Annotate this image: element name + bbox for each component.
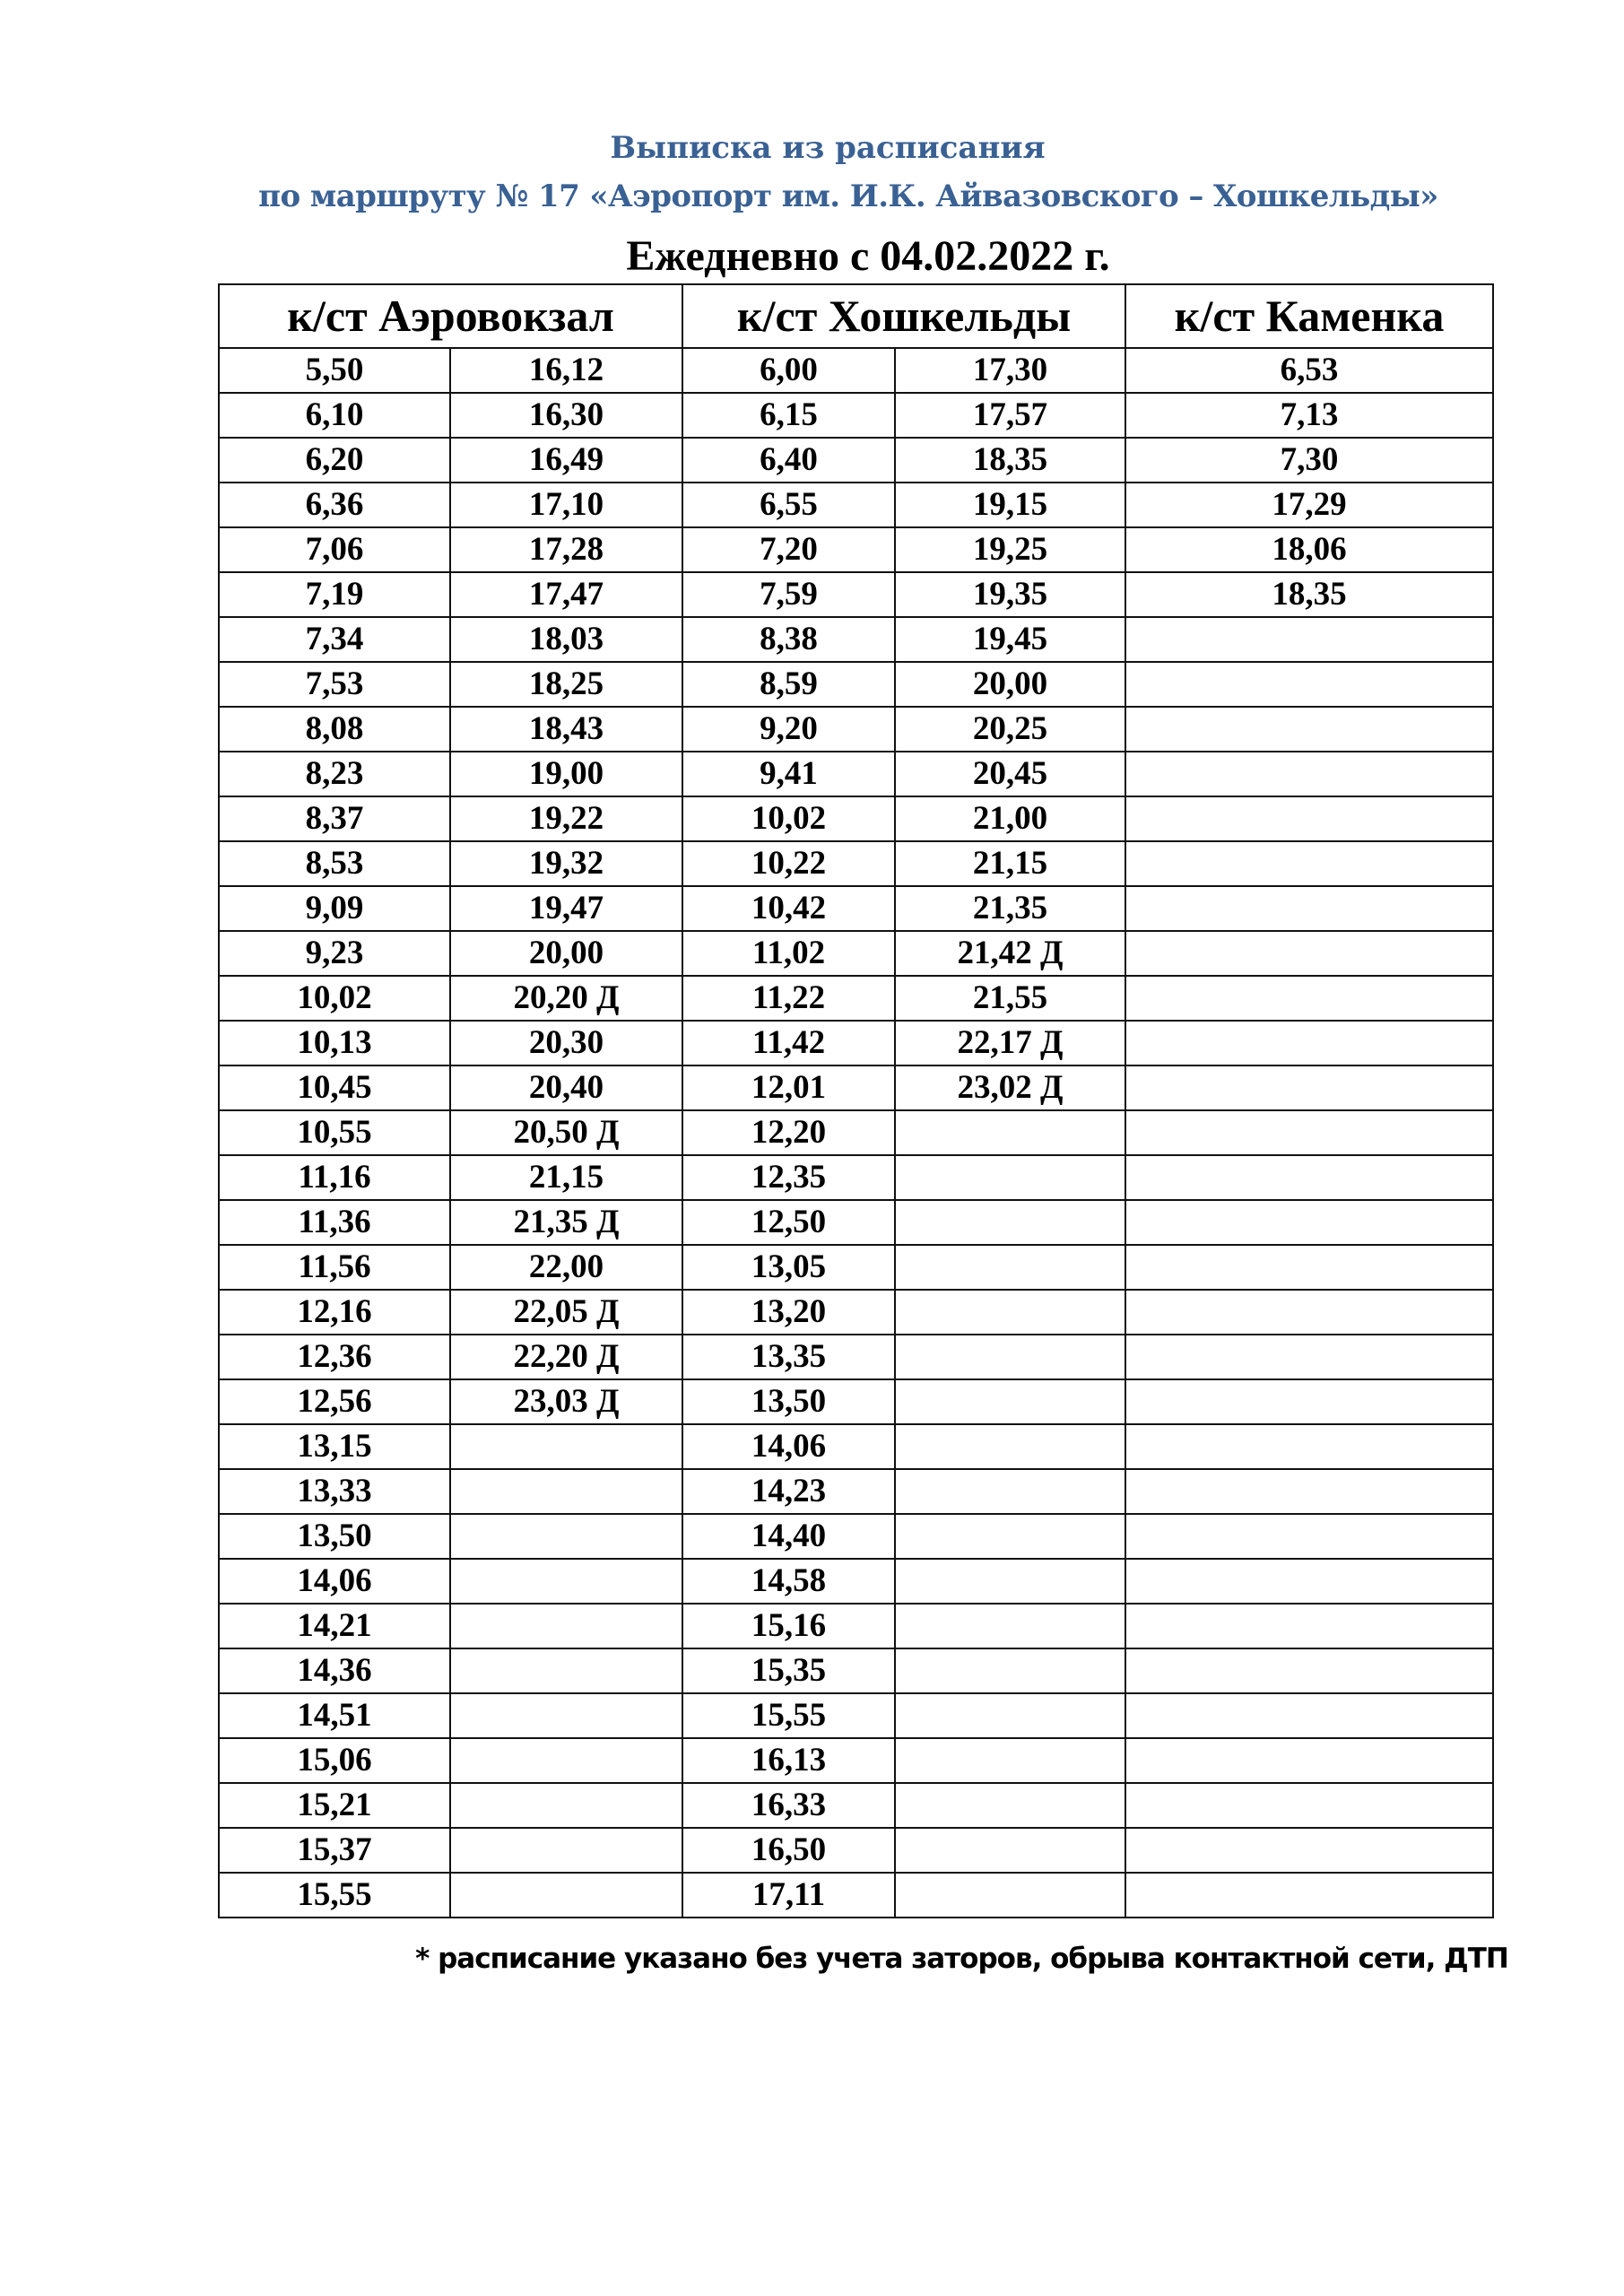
cell-kamenka-time [1125, 1021, 1493, 1065]
table-row [219, 1379, 1493, 1424]
cell-aerovokzal-time-b: 17,28 [450, 527, 682, 572]
cell-khoshkeldy-time-a: 16,13 [682, 1738, 895, 1783]
cell-aerovokzal-time-a: 12,56 [219, 1379, 450, 1424]
cell-aerovokzal-time-a: 9,23 [219, 931, 450, 976]
cell-kamenka-time [1125, 1155, 1493, 1200]
table-row [219, 1873, 1493, 1918]
cell-kamenka-time [1125, 1245, 1493, 1290]
schedule-effective-date: Ежедневно с 04.02.2022 г. [626, 232, 1110, 280]
cell-khoshkeldy-time-a: 15,16 [682, 1604, 895, 1648]
cell-kamenka-time: 7,30 [1125, 438, 1493, 483]
cell-aerovokzal-time-b: 19,32 [450, 841, 682, 886]
cell-aerovokzal-time-a: 11,56 [219, 1245, 450, 1290]
cell-aerovokzal-time-a: 15,06 [219, 1738, 450, 1783]
cell-khoshkeldy-time-b: 18,35 [895, 438, 1125, 483]
cell-khoshkeldy-time-b [895, 1155, 1125, 1200]
cell-kamenka-time [1125, 1738, 1493, 1783]
cell-khoshkeldy-time-b [895, 1604, 1125, 1648]
table-row [219, 1604, 1493, 1648]
cell-kamenka-time [1125, 886, 1493, 931]
cell-khoshkeldy-time-b: 22,17 Д [895, 1021, 1125, 1065]
cell-khoshkeldy-time-b: 20,00 [895, 662, 1125, 707]
cell-aerovokzal-time-b: 18,25 [450, 662, 682, 707]
cell-khoshkeldy-time-b: 20,25 [895, 707, 1125, 752]
cell-aerovokzal-time-b: 19,47 [450, 886, 682, 931]
cell-kamenka-time [1125, 707, 1493, 752]
schedule-table [218, 283, 1494, 1918]
cell-aerovokzal-time-b: 19,22 [450, 796, 682, 841]
cell-aerovokzal-time-b: 20,00 [450, 931, 682, 976]
cell-khoshkeldy-time-a: 14,23 [682, 1469, 895, 1514]
cell-aerovokzal-time-a: 10,45 [219, 1065, 450, 1110]
table-row [219, 1828, 1493, 1873]
cell-aerovokzal-time-b: 20,50 Д [450, 1110, 682, 1155]
cell-khoshkeldy-time-b [895, 1828, 1125, 1873]
cell-kamenka-time [1125, 1110, 1493, 1155]
cell-aerovokzal-time-b: 20,40 [450, 1065, 682, 1110]
cell-kamenka-time [1125, 1379, 1493, 1424]
cell-khoshkeldy-time-b [895, 1424, 1125, 1469]
cell-aerovokzal-time-b: 21,35 Д [450, 1200, 682, 1245]
table-row [219, 348, 1493, 393]
cell-aerovokzal-time-a: 8,08 [219, 707, 450, 752]
table-row [219, 1021, 1493, 1065]
cell-aerovokzal-time-a: 13,33 [219, 1469, 450, 1514]
cell-kamenka-time [1125, 1065, 1493, 1110]
cell-aerovokzal-time-b [450, 1783, 682, 1828]
cell-aerovokzal-time-a: 9,09 [219, 886, 450, 931]
cell-aerovokzal-time-a: 8,37 [219, 796, 450, 841]
cell-aerovokzal-time-a: 8,23 [219, 752, 450, 796]
cell-khoshkeldy-time-a: 14,06 [682, 1424, 895, 1469]
cell-aerovokzal-time-a: 13,50 [219, 1514, 450, 1559]
table-row [219, 1514, 1493, 1559]
cell-aerovokzal-time-a: 15,21 [219, 1783, 450, 1828]
cell-aerovokzal-time-a: 10,55 [219, 1110, 450, 1155]
cell-khoshkeldy-time-b: 21,35 [895, 886, 1125, 931]
cell-khoshkeldy-time-a: 13,35 [682, 1335, 895, 1379]
cell-khoshkeldy-time-a: 7,59 [682, 572, 895, 617]
cell-khoshkeldy-time-a: 9,20 [682, 707, 895, 752]
footnote-text: * расписание указано без учета заторов, обрыва контактной сети, ДТП [415, 1943, 1508, 1975]
table-row [219, 1469, 1493, 1514]
cell-aerovokzal-time-a: 14,06 [219, 1559, 450, 1604]
cell-khoshkeldy-time-a: 10,42 [682, 886, 895, 931]
cell-kamenka-time [1125, 1424, 1493, 1469]
cell-aerovokzal-time-b [450, 1693, 682, 1738]
cell-aerovokzal-time-a: 13,15 [219, 1424, 450, 1469]
cell-kamenka-time [1125, 1873, 1493, 1918]
cell-kamenka-time [1125, 1200, 1493, 1245]
table-row [219, 976, 1493, 1021]
cell-khoshkeldy-time-a: 15,35 [682, 1648, 895, 1693]
document-title: Выписка из расписания [610, 130, 1046, 166]
table-row [219, 393, 1493, 438]
cell-khoshkeldy-time-a: 11,22 [682, 976, 895, 1021]
table-row [219, 707, 1493, 752]
cell-khoshkeldy-time-a: 10,22 [682, 841, 895, 886]
cell-aerovokzal-time-a: 11,36 [219, 1200, 450, 1245]
cell-aerovokzal-time-b: 21,15 [450, 1155, 682, 1200]
cell-aerovokzal-time-b: 16,49 [450, 438, 682, 483]
cell-aerovokzal-time-a: 7,19 [219, 572, 450, 617]
table-row [219, 483, 1493, 527]
cell-khoshkeldy-time-b: 19,35 [895, 572, 1125, 617]
table-row [219, 1738, 1493, 1783]
cell-khoshkeldy-time-a: 14,58 [682, 1559, 895, 1604]
cell-kamenka-time: 6,53 [1125, 348, 1493, 393]
cell-kamenka-time: 18,35 [1125, 572, 1493, 617]
cell-khoshkeldy-time-a: 7,20 [682, 527, 895, 572]
table-row [219, 662, 1493, 707]
cell-aerovokzal-time-a: 6,20 [219, 438, 450, 483]
cell-khoshkeldy-time-b [895, 1514, 1125, 1559]
table-row [219, 438, 1493, 483]
header-kamenka: к/ст Каменка [1125, 284, 1493, 348]
cell-aerovokzal-time-b: 18,43 [450, 707, 682, 752]
cell-kamenka-time: 18,06 [1125, 527, 1493, 572]
table-row [219, 527, 1493, 572]
cell-khoshkeldy-time-b [895, 1245, 1125, 1290]
cell-kamenka-time [1125, 841, 1493, 886]
table-row [219, 572, 1493, 617]
header-khoshkeldy: к/ст Хошкельды [682, 284, 1125, 348]
cell-aerovokzal-time-a: 7,34 [219, 617, 450, 662]
cell-khoshkeldy-time-b [895, 1379, 1125, 1424]
table-row [219, 886, 1493, 931]
cell-aerovokzal-time-b [450, 1604, 682, 1648]
cell-kamenka-time [1125, 1783, 1493, 1828]
cell-aerovokzal-time-b: 16,12 [450, 348, 682, 393]
cell-khoshkeldy-time-a: 11,42 [682, 1021, 895, 1065]
cell-khoshkeldy-time-b [895, 1738, 1125, 1783]
table-row [219, 1110, 1493, 1155]
table-row [219, 1290, 1493, 1335]
cell-kamenka-time: 17,29 [1125, 483, 1493, 527]
table-row [219, 617, 1493, 662]
cell-aerovokzal-time-b: 19,00 [450, 752, 682, 796]
cell-khoshkeldy-time-a: 12,20 [682, 1110, 895, 1155]
cell-khoshkeldy-time-b [895, 1200, 1125, 1245]
cell-aerovokzal-time-a: 14,36 [219, 1648, 450, 1693]
cell-khoshkeldy-time-b: 17,30 [895, 348, 1125, 393]
cell-khoshkeldy-time-b: 21,42 Д [895, 931, 1125, 976]
table-header-row [219, 284, 1493, 348]
cell-khoshkeldy-time-b: 20,45 [895, 752, 1125, 796]
cell-kamenka-time [1125, 1514, 1493, 1559]
cell-khoshkeldy-time-b [895, 1110, 1125, 1155]
table-row [219, 931, 1493, 976]
cell-kamenka-time [1125, 617, 1493, 662]
cell-aerovokzal-time-b [450, 1828, 682, 1873]
cell-aerovokzal-time-b [450, 1738, 682, 1783]
cell-khoshkeldy-time-a: 6,00 [682, 348, 895, 393]
cell-khoshkeldy-time-a: 6,55 [682, 483, 895, 527]
cell-kamenka-time [1125, 1828, 1493, 1873]
cell-khoshkeldy-time-b [895, 1648, 1125, 1693]
cell-khoshkeldy-time-b [895, 1335, 1125, 1379]
table-row [219, 1065, 1493, 1110]
cell-khoshkeldy-time-a: 8,59 [682, 662, 895, 707]
cell-khoshkeldy-time-a: 13,20 [682, 1290, 895, 1335]
cell-khoshkeldy-time-a: 9,41 [682, 752, 895, 796]
cell-aerovokzal-time-a: 5,50 [219, 348, 450, 393]
cell-khoshkeldy-time-a: 13,50 [682, 1379, 895, 1424]
cell-khoshkeldy-time-b [895, 1783, 1125, 1828]
cell-khoshkeldy-time-b [895, 1873, 1125, 1918]
cell-khoshkeldy-time-b: 19,15 [895, 483, 1125, 527]
cell-aerovokzal-time-a: 12,36 [219, 1335, 450, 1379]
cell-kamenka-time [1125, 1469, 1493, 1514]
cell-khoshkeldy-time-a: 12,35 [682, 1155, 895, 1200]
cell-kamenka-time [1125, 796, 1493, 841]
cell-aerovokzal-time-a: 15,37 [219, 1828, 450, 1873]
schedule-body [219, 348, 1493, 1918]
cell-aerovokzal-time-a: 7,06 [219, 527, 450, 572]
cell-khoshkeldy-time-b [895, 1559, 1125, 1604]
header-aerovokzal: к/ст Аэровокзал [219, 284, 682, 348]
table-row [219, 1424, 1493, 1469]
cell-aerovokzal-time-a: 7,53 [219, 662, 450, 707]
table-row [219, 1693, 1493, 1738]
table-row [219, 796, 1493, 841]
cell-aerovokzal-time-a: 11,16 [219, 1155, 450, 1200]
cell-aerovokzal-time-b: 16,30 [450, 393, 682, 438]
cell-khoshkeldy-time-a: 15,55 [682, 1693, 895, 1738]
table-row [219, 1245, 1493, 1290]
cell-kamenka-time [1125, 752, 1493, 796]
cell-aerovokzal-time-b [450, 1648, 682, 1693]
cell-aerovokzal-time-a: 6,10 [219, 393, 450, 438]
cell-khoshkeldy-time-b: 21,00 [895, 796, 1125, 841]
cell-aerovokzal-time-b: 20,30 [450, 1021, 682, 1065]
cell-kamenka-time [1125, 1559, 1493, 1604]
cell-kamenka-time [1125, 976, 1493, 1021]
cell-aerovokzal-time-a: 14,21 [219, 1604, 450, 1648]
cell-aerovokzal-time-b [450, 1469, 682, 1514]
cell-khoshkeldy-time-a: 13,05 [682, 1245, 895, 1290]
cell-kamenka-time [1125, 1604, 1493, 1648]
table-row [219, 1648, 1493, 1693]
cell-aerovokzal-time-b: 17,10 [450, 483, 682, 527]
cell-aerovokzal-time-b [450, 1424, 682, 1469]
route-subtitle: по маршруту № 17 «Аэропорт им. И.К. Айвазовского – Хошкельды» [258, 178, 1438, 214]
cell-khoshkeldy-time-a: 10,02 [682, 796, 895, 841]
cell-aerovokzal-time-a: 10,02 [219, 976, 450, 1021]
footnote [0, 1939, 1624, 1979]
cell-khoshkeldy-time-b: 19,25 [895, 527, 1125, 572]
table-row [219, 1783, 1493, 1828]
cell-aerovokzal-time-b: 23,03 Д [450, 1379, 682, 1424]
cell-khoshkeldy-time-a: 11,02 [682, 931, 895, 976]
table-row [219, 752, 1493, 796]
cell-aerovokzal-time-b: 17,47 [450, 572, 682, 617]
cell-khoshkeldy-time-b: 19,45 [895, 617, 1125, 662]
cell-khoshkeldy-time-a: 17,11 [682, 1873, 895, 1918]
cell-kamenka-time [1125, 1335, 1493, 1379]
table-row [219, 1559, 1493, 1604]
cell-aerovokzal-time-b [450, 1514, 682, 1559]
table-row [219, 1155, 1493, 1200]
cell-aerovokzal-time-b: 18,03 [450, 617, 682, 662]
cell-khoshkeldy-time-a: 16,50 [682, 1828, 895, 1873]
cell-aerovokzal-time-b [450, 1559, 682, 1604]
cell-khoshkeldy-time-a: 6,15 [682, 393, 895, 438]
cell-khoshkeldy-time-a: 16,33 [682, 1783, 895, 1828]
cell-khoshkeldy-time-b: 21,55 [895, 976, 1125, 1021]
cell-khoshkeldy-time-b: 23,02 Д [895, 1065, 1125, 1110]
cell-aerovokzal-time-b: 22,00 [450, 1245, 682, 1290]
table-row [219, 1335, 1493, 1379]
cell-kamenka-time [1125, 931, 1493, 976]
cell-aerovokzal-time-b: 22,05 Д [450, 1290, 682, 1335]
cell-khoshkeldy-time-b [895, 1469, 1125, 1514]
cell-aerovokzal-time-b: 20,20 Д [450, 976, 682, 1021]
cell-khoshkeldy-time-b [895, 1693, 1125, 1738]
cell-khoshkeldy-time-a: 8,38 [682, 617, 895, 662]
cell-kamenka-time [1125, 662, 1493, 707]
cell-khoshkeldy-time-a: 6,40 [682, 438, 895, 483]
cell-aerovokzal-time-a: 12,16 [219, 1290, 450, 1335]
cell-aerovokzal-time-a: 8,53 [219, 841, 450, 886]
cell-kamenka-time [1125, 1290, 1493, 1335]
cell-khoshkeldy-time-a: 12,01 [682, 1065, 895, 1110]
cell-khoshkeldy-time-a: 12,50 [682, 1200, 895, 1245]
cell-kamenka-time [1125, 1693, 1493, 1738]
cell-aerovokzal-time-b [450, 1873, 682, 1918]
cell-aerovokzal-time-a: 6,36 [219, 483, 450, 527]
cell-kamenka-time [1125, 1648, 1493, 1693]
table-row [219, 1200, 1493, 1245]
cell-khoshkeldy-time-b: 17,57 [895, 393, 1125, 438]
cell-khoshkeldy-time-b [895, 1290, 1125, 1335]
cell-aerovokzal-time-a: 10,13 [219, 1021, 450, 1065]
cell-kamenka-time: 7,13 [1125, 393, 1493, 438]
cell-khoshkeldy-time-a: 14,40 [682, 1514, 895, 1559]
table-row [219, 841, 1493, 886]
cell-aerovokzal-time-b: 22,20 Д [450, 1335, 682, 1379]
cell-aerovokzal-time-a: 14,51 [219, 1693, 450, 1738]
cell-aerovokzal-time-a: 15,55 [219, 1873, 450, 1918]
cell-khoshkeldy-time-b: 21,15 [895, 841, 1125, 886]
